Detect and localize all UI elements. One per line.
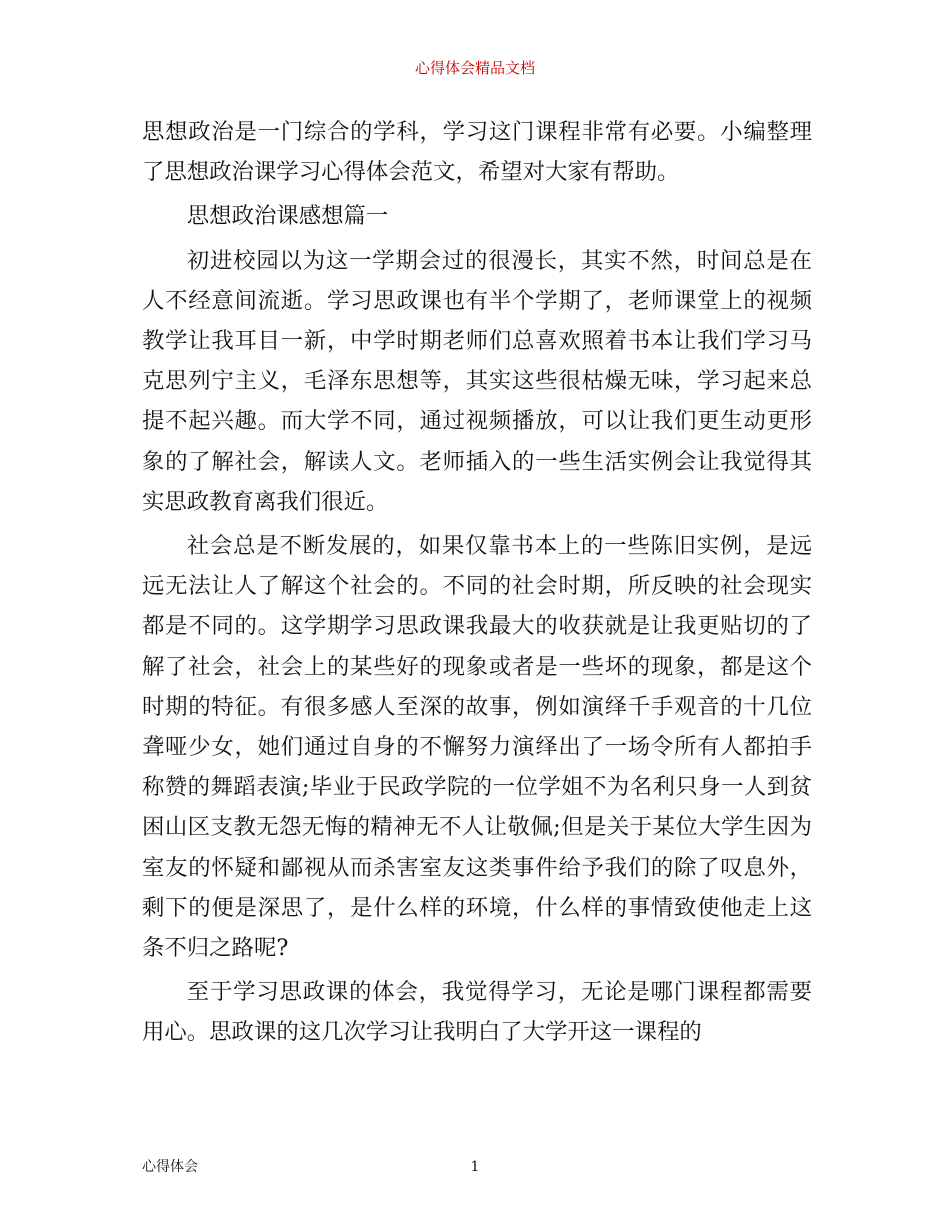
body-paragraph: 社会总是不断发展的，如果仅靠书本上的一些陈旧实例，是远远无法让人了解这个社会的。不同的社会时期，所反映的社会现实都是不同的。这学期学习思政课我最大的收获就是让我更贴切的了解了社会，社会上的某些好的现象或者是一些坏的现象，都是这个时期的特征。有很多感人至深的故事，例如演绎千手观音的十几位聋哑少女，她们通过自身的不懈努力演绎出了一场令所有人都拍手称赞的舞蹈表演;毕业于民政学院的一位学姐不为名利只身一人到贫困山区支教无怨无悔的精神无不人让敬佩;但是关于某位大学生因为室友的怀疑和鄙视从而杀害室友这类事件给予我们的除了叹息外，剩下的便是深思了，是什么样的环境，什么样的事情致使他走上这条不归之路呢? bbox=[142, 533, 812, 962]
body-paragraph: 初进校园以为这一学期会过的很漫长，其实不然，时间总是在人不经意间流逝。学习思政课也有半个学期了，老师课堂上的视频教学让我耳目一新，中学时期老师们总喜欢照着书本让我们学习马克思列宁主义，毛泽东思想等，其实这些很枯燥无味，学习起来总提不起兴趣。而大学不同，通过视频播放，可以让我们更生动更形象的了解社会，解读人文。老师插入的一些生活实例会让我觉得其实思政教育离我们很近。 bbox=[142, 247, 812, 515]
page-header-title: 心得体会精品文档 bbox=[414, 59, 535, 77]
body-paragraph: 至于学习思政课的体会，我觉得学习，无论是哪门课程都需要用心。思政课的这几次学习让我明白了大学开这一课程的 bbox=[142, 979, 812, 1046]
page-number: 1 bbox=[470, 1159, 480, 1175]
document-body bbox=[142, 112, 812, 1057]
intro-paragraph: 思想政治是一门综合的学科，学习这门课程非常有必要。小编整理了思想政治课学习心得体会范文，希望对大家有帮助。 bbox=[142, 119, 812, 186]
page-footer-label: 心得体会 bbox=[142, 1159, 198, 1175]
section-heading: 思想政治课感想篇一 bbox=[186, 203, 389, 230]
